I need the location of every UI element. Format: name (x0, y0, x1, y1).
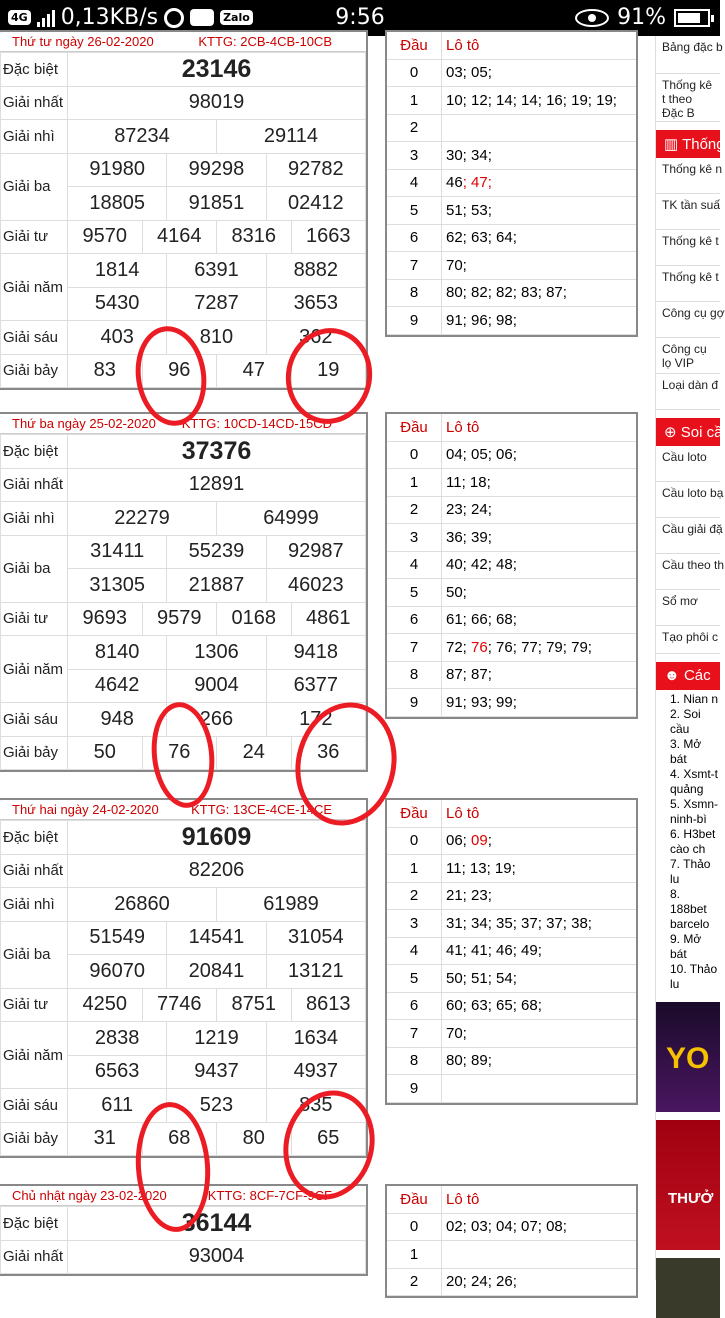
loto-row (387, 197, 636, 225)
prize-g5: 3653 (266, 288, 365, 321)
label-g3: Giải ba (1, 921, 68, 988)
ad-banner[interactable]: THƯỞ (656, 1120, 720, 1250)
prize-g7: 47 (216, 355, 291, 388)
prize-g7: 36 (291, 737, 366, 770)
loto-values: 23; 24; (446, 501, 492, 519)
sidebar (655, 36, 725, 1280)
special-prize: 91609 (68, 821, 366, 855)
sidebar-section-title: ☻ Các (656, 662, 720, 690)
prize-g1: 12891 (68, 468, 366, 502)
prize-g5: 9418 (266, 636, 365, 669)
search-icon: ⊕ (664, 424, 681, 441)
prize-g4: 8316 (216, 221, 291, 254)
loto-row (387, 552, 636, 580)
loto-dau: 1 (387, 87, 442, 114)
loto-row (387, 469, 636, 497)
prize-g7: 19 (291, 355, 366, 388)
prize-g6: 362 (266, 321, 365, 354)
loto-row (387, 607, 636, 635)
prize-g3: 51549 (89, 926, 145, 949)
label-g5: Giải năm (1, 636, 68, 703)
loto-head-loto: Lô tô (446, 418, 480, 436)
loto-values: 87; 87; (446, 666, 492, 684)
prize-g3: 55239 (166, 536, 265, 569)
prize-g2: 61989 (216, 888, 365, 921)
prize-g5: 1634 (266, 1022, 365, 1055)
sidebar-link[interactable]: Công cụ lọ VIP (656, 338, 720, 374)
prize-g6: 810 (166, 321, 265, 354)
prize-g5: 6563 (94, 1060, 140, 1083)
forum-link[interactable]: 1. Nian n (670, 692, 719, 706)
network-badge: 4G (8, 10, 31, 25)
prize-g7: 80 (216, 1123, 291, 1156)
loto-row (387, 115, 636, 143)
loto-dau: 5 (387, 197, 442, 224)
loto-values: 61; 66; 68; (446, 611, 517, 629)
loto-table-day-2 (385, 798, 638, 1105)
loto-row (387, 634, 636, 662)
loto-header (387, 1186, 636, 1214)
users-icon: ☻ (664, 667, 684, 684)
result-kttg: KTTG: 2CB-4CB-10CB (198, 34, 332, 49)
loto-dau: 4 (387, 552, 442, 579)
label-g2: Giải nhì (1, 120, 68, 154)
loto-row (387, 225, 636, 253)
prize-g5: 1219 (166, 1022, 265, 1055)
result-kttg: KTTG: 13CE-4CE-14CE (191, 802, 332, 817)
loto-head-loto: Lô tô (446, 804, 480, 822)
label-g2: Giải nhì (1, 502, 68, 536)
sidebar-link[interactable]: Thống kê t theo Đặc B (656, 74, 720, 122)
label-g6: Giải sáu (1, 703, 68, 737)
loto-head-dau: Đầu (387, 800, 442, 827)
forum-link[interactable]: 3. Mở bát (670, 737, 702, 766)
loto-dau: 0 (387, 828, 442, 855)
loto-row (387, 993, 636, 1021)
loto-row (387, 883, 636, 911)
loto-dau: 2 (387, 497, 442, 524)
label-special: Đặc biệt (1, 1207, 68, 1241)
loto-row (387, 1048, 636, 1076)
loto-dau: 8 (387, 662, 442, 689)
loto-values: 46; 47; (446, 174, 492, 192)
label-g1: Giải nhất (1, 1240, 68, 1274)
loto-header (387, 414, 636, 442)
prize-g7: 24 (216, 737, 291, 770)
loto-header (387, 800, 636, 828)
prize-g4: 4250 (82, 993, 127, 1016)
prize-g7: 68 (142, 1123, 217, 1156)
ad-banner[interactable] (656, 1258, 720, 1318)
prize-g4: 4861 (291, 603, 366, 636)
loto-dau: 9 (387, 307, 442, 334)
sidebar-link[interactable]: Thống kê n (656, 158, 720, 194)
eye-comfort-icon (575, 9, 609, 27)
prize-g5: 4642 (94, 674, 140, 697)
loto-row (387, 1020, 636, 1048)
prize-g5: 6391 (166, 254, 265, 287)
loto-dau: 6 (387, 225, 442, 252)
label-g1: Giải nhất (1, 854, 68, 888)
loto-dau: 8 (387, 280, 442, 307)
result-date[interactable]: Thứ tư ngày 26-02-2020 (12, 34, 154, 49)
result-kttg: KTTG: 8CF-7CF-9CF (207, 1188, 332, 1203)
loto-row (387, 307, 636, 335)
loto-values: 03; 05; (446, 64, 492, 82)
sidebar-link[interactable]: TK tần suấ (656, 194, 720, 230)
loto-values: 70; (446, 256, 467, 274)
sidebar-link[interactable]: Cầu theo th (656, 554, 720, 590)
loto-values: 36; 39; (446, 528, 492, 546)
prize-g6: 611 (101, 1093, 134, 1116)
loto-dau: 6 (387, 607, 442, 634)
loto-dau: 7 (387, 252, 442, 279)
prize-g4: 7746 (142, 989, 217, 1022)
prize-g2: 26860 (114, 892, 170, 915)
loto-values: 51; 53; (446, 201, 492, 219)
forum-link[interactable]: 8. 188bet barcelo (670, 887, 710, 931)
prize-g1: 93004 (68, 1240, 366, 1274)
label-g7: Giải bảy (1, 1122, 68, 1156)
loto-values: 11; 18; (446, 473, 491, 491)
prize-g4: 1663 (291, 221, 366, 254)
prize-g5: 8140 (94, 640, 140, 663)
prize-g4: 0168 (216, 603, 291, 636)
prize-g7: 76 (142, 737, 217, 770)
loto-dau: 1 (387, 1241, 442, 1268)
label-special: Đặc biệt (1, 435, 68, 469)
loto-row (387, 1075, 636, 1103)
prize-g5: 5430 (94, 292, 140, 315)
prize-g6: 266 (166, 703, 265, 736)
label-g4: Giải tư (1, 220, 68, 254)
prize-g5: 6377 (266, 670, 365, 703)
loto-dau: 1 (387, 469, 442, 496)
loto-values: 02; 03; 04; 07; 08; (446, 1218, 567, 1236)
label-g7: Giải bảy (1, 736, 68, 770)
loto-dau: 9 (387, 1075, 442, 1102)
loto-row (387, 442, 636, 470)
prize-g1: 98019 (68, 86, 366, 120)
prize-g3: 02412 (266, 187, 365, 220)
loto-table-day-0 (385, 30, 638, 337)
loto-values: 50; (446, 583, 467, 601)
loto-values: 72; 76; 76; 77; 79; 79; (446, 638, 592, 656)
zalo-icon: Zalo (220, 10, 253, 25)
loto-head-dau: Đầu (387, 1186, 442, 1213)
prize-g4: 8613 (291, 989, 366, 1022)
prize-g5: 2838 (94, 1026, 140, 1049)
loto-row (387, 87, 636, 115)
loto-values: 11; 13; 19; (446, 859, 516, 877)
label-g5: Giải năm (1, 1022, 68, 1089)
prize-g3: 31411 (90, 540, 145, 563)
loto-row (387, 689, 636, 717)
loto-values: 10; 12; 14; 14; 16; 19; 19; (446, 91, 617, 109)
network-speed: 0,13KB/s (60, 5, 159, 30)
prize-g7: 83 (93, 359, 116, 382)
loto-row (387, 142, 636, 170)
loto-dau: 0 (387, 60, 442, 87)
loto-values: 31; 34; 35; 37; 37; 38; (446, 914, 592, 932)
prize-g3: 31054 (266, 922, 365, 955)
loto-values: 20; 24; 26; (446, 1273, 517, 1291)
loto-row (387, 252, 636, 280)
prize-g7: 50 (93, 741, 116, 764)
loto-dau: 2 (387, 1269, 442, 1296)
loto-dau: 6 (387, 993, 442, 1020)
prize-g3: 14541 (166, 922, 265, 955)
loto-row (387, 579, 636, 607)
prize-g3: 92782 (266, 154, 365, 187)
special-prize: 23146 (68, 53, 366, 87)
prize-g4: 4164 (142, 221, 217, 254)
prize-g2: 29114 (216, 120, 365, 153)
sidebar-link[interactable]: Cầu loto bạ (656, 482, 720, 518)
loto-dau: 5 (387, 965, 442, 992)
prize-g7: 31 (93, 1127, 116, 1150)
loto-dau: 2 (387, 115, 442, 142)
prize-g3: 31305 (89, 573, 145, 596)
sidebar-section-title: ⊕ Soi cầ (656, 418, 720, 446)
sidebar-link[interactable]: Loại dàn đ (656, 374, 720, 410)
special-prize: 37376 (68, 435, 366, 469)
chart-icon: ▥ (664, 136, 683, 153)
prize-g3: 18805 (89, 191, 145, 214)
loto-row (387, 60, 636, 88)
loto-dau: 3 (387, 910, 442, 937)
loto-row (387, 1269, 636, 1297)
prize-g6: 403 (100, 325, 134, 348)
prize-g7: 65 (291, 1123, 366, 1156)
label-g3: Giải ba (1, 153, 68, 220)
loto-dau: 2 (387, 883, 442, 910)
sidebar-link[interactable]: Tạo phôi c (656, 626, 720, 654)
sidebar-link[interactable]: Thống kê t (656, 230, 720, 266)
label-g2: Giải nhì (1, 888, 68, 922)
loto-head-loto: Lô tô (446, 1190, 480, 1208)
sidebar-section-title: ▥ Thống (656, 130, 720, 158)
prize-g3: 92987 (266, 536, 365, 569)
loto-row (387, 855, 636, 883)
prize-g2: 87234 (114, 124, 170, 147)
result-kttg: KTTG: 10CD-14CD-15CD (181, 416, 332, 431)
sidebar-link[interactable]: Cầu giải đặ (656, 518, 720, 554)
prize-g4: 9693 (82, 607, 127, 630)
prize-g3: 46023 (266, 569, 365, 602)
loto-head-dau: Đầu (387, 32, 442, 59)
prize-g5: 9004 (166, 670, 265, 703)
loto-row (387, 965, 636, 993)
prize-g3: 21887 (166, 569, 265, 602)
clock: 9:56 (335, 5, 385, 30)
prize-g3: 91980 (89, 158, 145, 181)
loto-dau: 0 (387, 442, 442, 469)
loto-row (387, 524, 636, 552)
loto-dau: 4 (387, 170, 442, 197)
label-g5: Giải năm (1, 254, 68, 321)
result-date[interactable]: Thứ hai ngày 24-02-2020 (12, 802, 159, 817)
loto-values: 91; 96; 98; (446, 311, 517, 329)
label-special: Đặc biệt (1, 821, 68, 855)
prize-g6: 172 (266, 703, 365, 736)
prize-g6: 835 (266, 1089, 365, 1122)
loto-table-day-3 (385, 1184, 638, 1298)
loto-dau: 5 (387, 579, 442, 606)
label-g1: Giải nhất (1, 86, 68, 120)
label-g4: Giải tư (1, 602, 68, 636)
loto-table-day-1 (385, 412, 638, 719)
sidebar-link[interactable]: Sổ mơ (656, 590, 720, 626)
loto-row (387, 1214, 636, 1242)
prize-g2: 22279 (114, 506, 170, 529)
forum-link[interactable]: 7. Thảo lu (670, 857, 711, 886)
prize-g5: 1814 (94, 258, 140, 281)
prize-g5: 4937 (266, 1056, 365, 1089)
loto-dau: 8 (387, 1048, 442, 1075)
label-g6: Giải sáu (1, 321, 68, 355)
prize-g3: 99298 (166, 154, 265, 187)
sidebar-link[interactable]: Thống kê t (656, 266, 720, 302)
prize-g1: 82206 (68, 854, 366, 888)
loto-dau: 3 (387, 142, 442, 169)
forum-list (656, 690, 720, 994)
label-g6: Giải sáu (1, 1089, 68, 1123)
loto-dau: 7 (387, 634, 442, 661)
prize-g5: 8882 (266, 254, 365, 287)
loto-values: 40; 42; 48; (446, 556, 517, 574)
forum-link[interactable]: 2. Soi cầu (670, 707, 701, 736)
prize-g3: 96070 (89, 959, 145, 982)
loto-row (387, 1241, 636, 1269)
prize-g4: 9570 (82, 225, 127, 248)
prize-g7: 96 (142, 355, 217, 388)
prize-g6: 523 (166, 1089, 265, 1122)
loto-values: 70; (446, 1024, 467, 1042)
loto-dau: 7 (387, 1020, 442, 1047)
loto-row (387, 938, 636, 966)
label-g3: Giải ba (1, 535, 68, 602)
label-g1: Giải nhất (1, 468, 68, 502)
sidebar-link[interactable]: Công cụ gợ (656, 302, 720, 338)
loto-dau: 1 (387, 855, 442, 882)
loto-values: 60; 63; 65; 68; (446, 997, 542, 1015)
loto-head-dau: Đầu (387, 414, 442, 441)
loto-head-loto: Lô tô (446, 36, 480, 54)
special-prize: 36144 (68, 1207, 366, 1241)
forum-link[interactable]: 4. Xsmt-t quảng (670, 767, 719, 796)
result-date[interactable]: Chủ nhật ngày 23-02-2020 (12, 1188, 167, 1203)
loto-row (387, 828, 636, 856)
loto-dau: 0 (387, 1214, 442, 1241)
loto-values: 30; 34; (446, 146, 492, 164)
loto-values: 41; 41; 46; 49; (446, 942, 542, 960)
loto-row (387, 170, 636, 198)
label-g7: Giải bảy (1, 354, 68, 388)
page-content (0, 34, 725, 1291)
prize-g4: 9579 (142, 603, 217, 636)
loto-row (387, 910, 636, 938)
sidebar-link[interactable]: Cầu loto (656, 446, 720, 482)
loto-dau: 9 (387, 689, 442, 716)
prize-g2: 64999 (216, 502, 365, 535)
loto-values: 06; 09; (446, 832, 492, 850)
ad-banner[interactable]: YO (656, 1002, 720, 1112)
loto-row (387, 497, 636, 525)
sidebar-link[interactable]: Bảng đặc b (656, 36, 720, 74)
loto-dau: 4 (387, 938, 442, 965)
loto-header (387, 32, 636, 60)
result-header (0, 32, 366, 52)
loto-dau: 3 (387, 524, 442, 551)
prize-g5: 7287 (166, 288, 265, 321)
prize-g5: 9437 (166, 1056, 265, 1089)
loto-values: 91; 93; 99; (446, 693, 517, 711)
label-special: Đặc biệt (1, 53, 68, 87)
loto-row (387, 280, 636, 308)
loto-values: 04; 05; 06; (446, 446, 517, 464)
loto-row (387, 662, 636, 690)
label-g4: Giải tư (1, 988, 68, 1022)
prize-g3: 20841 (166, 955, 265, 988)
loto-values: 50; 51; 54; (446, 969, 517, 987)
prize-g6: 948 (100, 707, 134, 730)
loto-values: 80; 89; (446, 1052, 492, 1070)
loto-values: 62; 63; 64; (446, 229, 517, 247)
forum-link[interactable]: 5. Xsmn- ninh-bì (670, 797, 719, 826)
loto-values: 21; 23; (446, 887, 492, 905)
prize-g4: 8751 (216, 989, 291, 1022)
battery-percent: 91% (617, 5, 666, 30)
result-date[interactable]: Thứ ba ngày 25-02-2020 (12, 416, 156, 431)
forum-link[interactable]: 10. Thảo lu (670, 962, 718, 991)
loto-values: 80; 82; 82; 83; 87; (446, 284, 567, 302)
forum-link[interactable]: 6. H3bet cào ch (670, 827, 716, 856)
prize-g3: 13121 (266, 955, 365, 988)
forum-link[interactable]: 9. Mở bát (670, 932, 702, 961)
prize-g3: 91851 (166, 187, 265, 220)
prize-g5: 1306 (166, 636, 265, 669)
battery-icon (674, 9, 710, 27)
